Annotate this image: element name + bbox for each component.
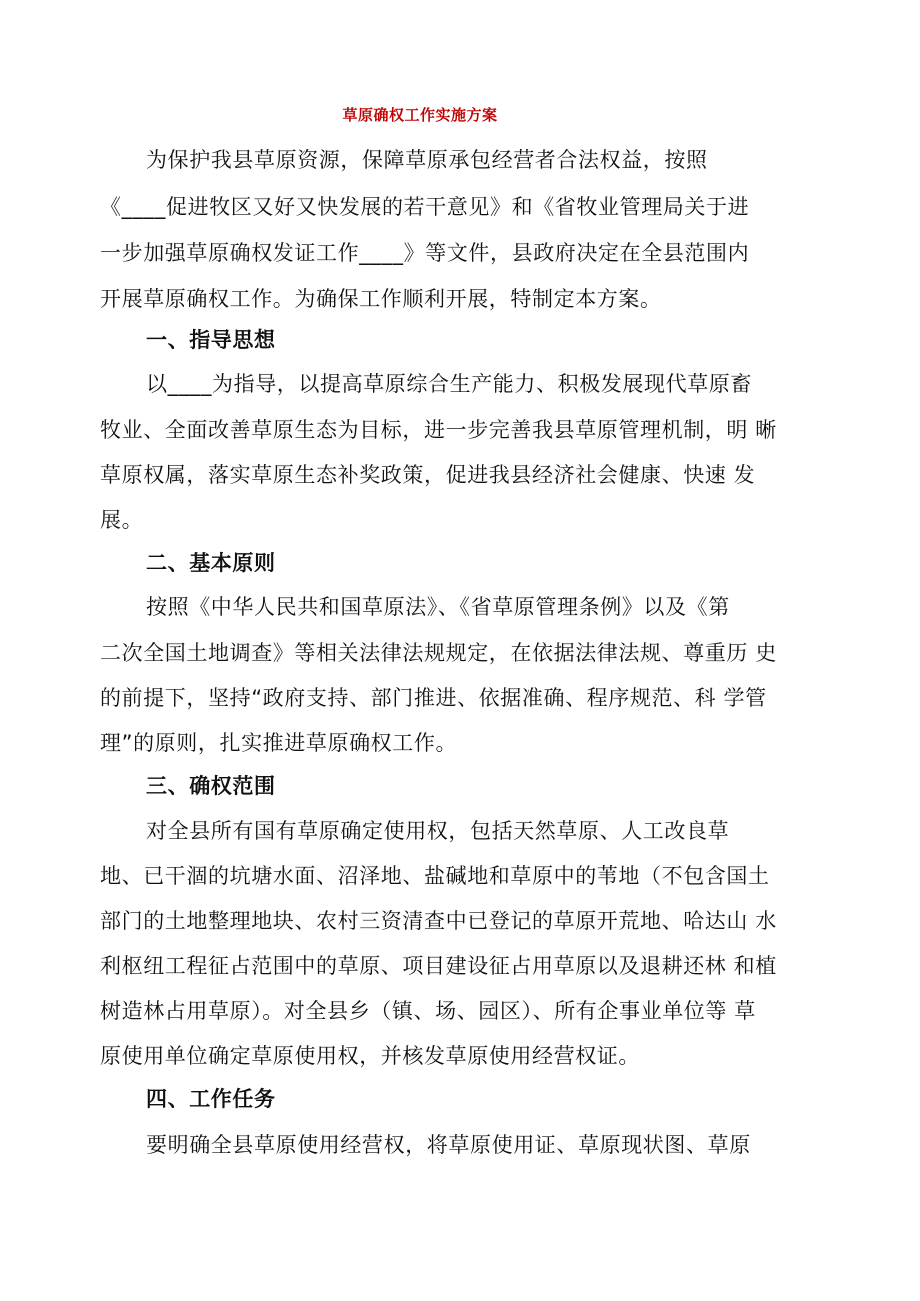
section-heading: 三、确权范围: [146, 774, 276, 798]
section-heading: 二、基本原则: [146, 551, 276, 575]
intro-line: 为保护我县草原资源，保障草原承包经营者合法权益，按照: [146, 148, 708, 172]
paragraph-line: 牧业、全面改善草原生态为目标，进一步完善我县草原管理机制，明 晰: [100, 418, 777, 442]
paragraph-line: 对全县所有国有草原确定使用权，包括天然草原、人工改良草: [146, 819, 730, 843]
paragraph-line: 二次全国土地调查》等相关法律法规规定，在依据法律法规、尊重历 史: [100, 641, 777, 665]
paragraph-line: 的前提下，坚持“政府支持、部门推进、依据准确、程序规范、科 学管: [100, 686, 767, 710]
section-heading: 四、工作任务: [146, 1087, 276, 1111]
paragraph-line: 以____为指导，以提高草原综合生产能力、积极发展现代草原畜: [146, 372, 752, 396]
paragraph-line: 展。: [100, 508, 144, 532]
paragraph-line: 按照《中华人民共和国草原法》、《省草原管理条例》以及《第: [146, 595, 730, 619]
section-heading: 一、指导思想: [146, 328, 276, 352]
document-title: 草原确权工作实施方案: [342, 106, 498, 124]
intro-line: 开展草原确权工作。为确保工作顺利开展，特制定本方案。: [100, 287, 662, 311]
intro-line: 《____促进牧区又好又快发展的若干意见》和《省牧业管理局关于进: [100, 195, 750, 219]
paragraph-line: 理”的原则，扎实推进草原确权工作。: [100, 731, 458, 755]
paragraph-line: 树造林占用草原）。对全县乡（镇、场、园区）、所有企事业单位等 草: [100, 999, 756, 1023]
paragraph-line: 原使用单位确定草原使用权，并核发草原使用经营权证。: [100, 1044, 640, 1068]
paragraph-line: 部门的土地整理地块、农村三资清查中已登记的草原开荒地、哈达山 水: [100, 909, 777, 933]
paragraph-line: 利枢纽工程征占范围中的草原、项目建设征占用草原以及退耕还林 和植: [100, 954, 777, 978]
paragraph-line: 地、已干涸的坑塘水面、沼泽地、盐碱地和草原中的苇地（不包含国土: [100, 864, 770, 888]
paragraph-line: 要明确全县草原使用经营权，将草原使用证、草原现状图、草原: [146, 1133, 751, 1157]
paragraph-line: 草原权属，落实草原生态补奖政策，促进我县经济社会健康、快速 发: [100, 463, 756, 487]
intro-line: 一步加强草原确权发证工作____》等文件，县政府决定在全县范围内: [100, 241, 750, 265]
